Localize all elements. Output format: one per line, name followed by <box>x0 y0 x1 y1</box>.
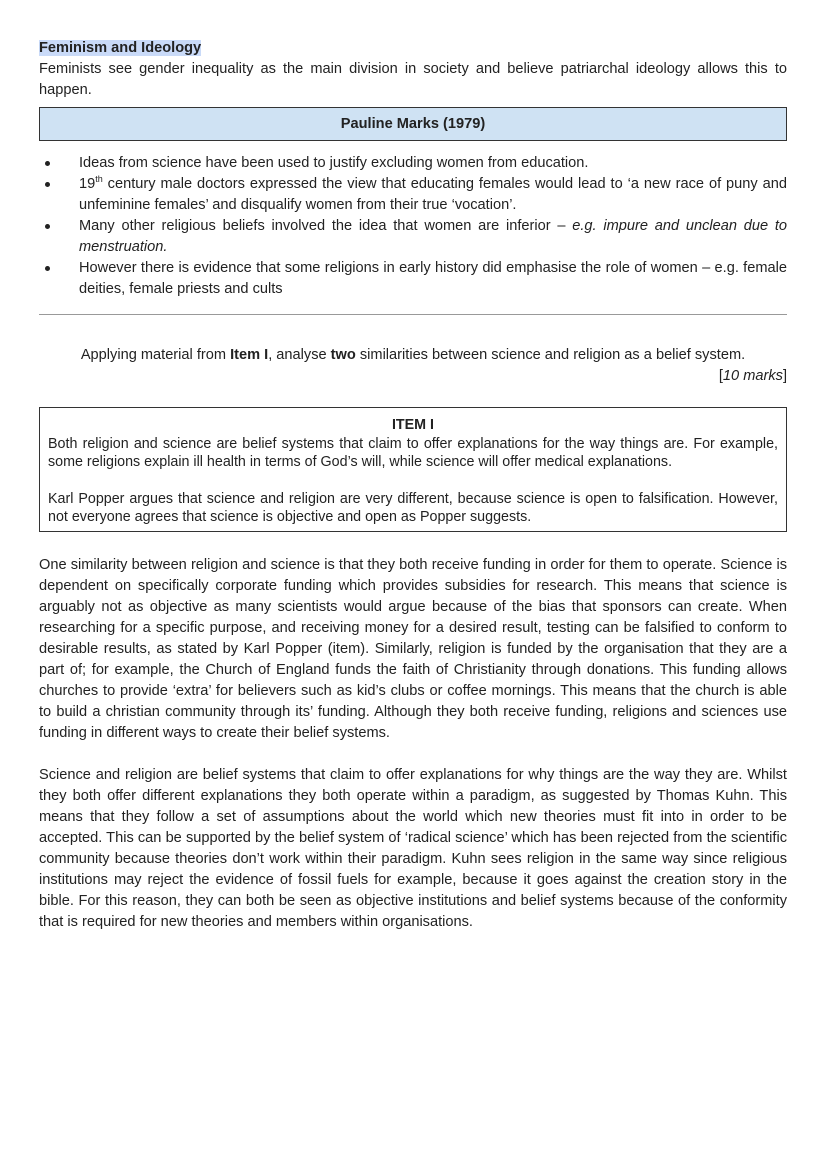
bullet-example: e.g. impure and unclean due to menstruation. <box>79 218 787 255</box>
question-text: similarities between science and religion as a belief system. <box>355 347 746 363</box>
item-box <box>39 407 787 532</box>
item-paragraph: Karl Popper argues that science and religion are very different, because science is open to falsification. However, not everyone agrees that science is objective and open as Popper suggests. <box>48 490 778 525</box>
bullet-text: Ideas from science have been used to justify excluding women from education. <box>79 155 589 171</box>
item-reference: Item I <box>230 347 269 363</box>
ordinal-suffix: th <box>95 174 103 185</box>
bullet-text: century male doctors expressed the view that educating females would lead to ‘a new race of puny and unfeminine females’ and disqualify women from their true ‘vocation’. <box>79 176 787 213</box>
bullet-item <box>39 258 787 300</box>
source-title-box <box>39 107 787 141</box>
bullet-item <box>39 174 787 216</box>
source-title: Pauline Marks (1979) <box>340 115 486 132</box>
bullet-item <box>39 216 787 258</box>
marks-value: 10 marks <box>722 368 783 384</box>
bullet-list <box>39 153 787 300</box>
bullet-text: Many other religious beliefs involved the idea that women are inferior – <box>79 218 573 234</box>
question-count: two <box>330 347 356 363</box>
paragraph-gap <box>39 744 787 765</box>
bullet-text: However there is evidence that some religions in early history did emphasise the role of women – e.g. female deities, female priests and cults <box>79 260 787 297</box>
bullet-item <box>39 153 787 174</box>
answer-paragraph: Science and religion are belief systems that claim to offer explanations for why things are the way they are. Whilst they both offer different explanations they both operate within a paradigm, as suggested by Thomas Kuhn. This means that they follow a set of assumptions about the world which new theories must fit into in order to be accepted. This can be supported by the belief system of ‘radical science’ which has been rejected from the scientific community because theories don’t work within their paradigm. Kuhn sees religion in the same way since religious institutions may reject the evidence of fossil fuels for example, because it goes against the creation story in the bible. For this reason, they can both be seen as objective institutions and belief systems because of the conformity that is required for new theories and members within organisations. <box>39 766 787 930</box>
intro-paragraph: Feminists see gender inequality as the main division in society and believe patriarchal ideology allows this to happen. <box>39 61 787 98</box>
section-heading <box>39 38 787 59</box>
paragraph-gap <box>48 472 778 490</box>
question-text: , analyse <box>268 347 331 363</box>
marks-bracket-open: [ <box>718 368 723 384</box>
question-text: Applying material from <box>80 347 231 363</box>
exam-question <box>39 345 787 366</box>
answer-paragraph: One similarity between religion and science is that they both receive funding in order for them to operate. Science is dependent on specifically corporate funding which provides subsidies for research. This means that science is arguably not as objective as many scientists would argue because of the bias that sponsors can create. When researching for a specific purpose, and receiving money for a desired result, testing can be falsified to conform to desirable results, as stated by Karl Popper (item). Similarly, religion is funded by the organisation that they are a part of; for example, the Church of England funds the faith of Christianity through donations. This funding allows churches to provide ‘extra’ for believers such as kid’s clubs or coffee mornings. This means that the church is able to build a christian community through its’ funding. Although they both receive funding, religions and sciences use funding in different ways to create their belief systems. <box>39 556 787 741</box>
item-paragraph: Both religion and science are belief systems that claim to offer explanations for the way things are. For example, some religions explain ill health in terms of God’s will, while science will offer medical explanations. <box>48 435 778 470</box>
divider <box>39 314 787 315</box>
document-content <box>39 38 787 933</box>
item-title: ITEM I <box>391 417 435 433</box>
heading-text: Feminism and Ideology <box>39 40 202 56</box>
marks-label <box>39 366 787 387</box>
marks-bracket-close: ] <box>782 368 787 384</box>
answer-text <box>39 555 787 933</box>
century-number: 19 <box>79 176 96 192</box>
